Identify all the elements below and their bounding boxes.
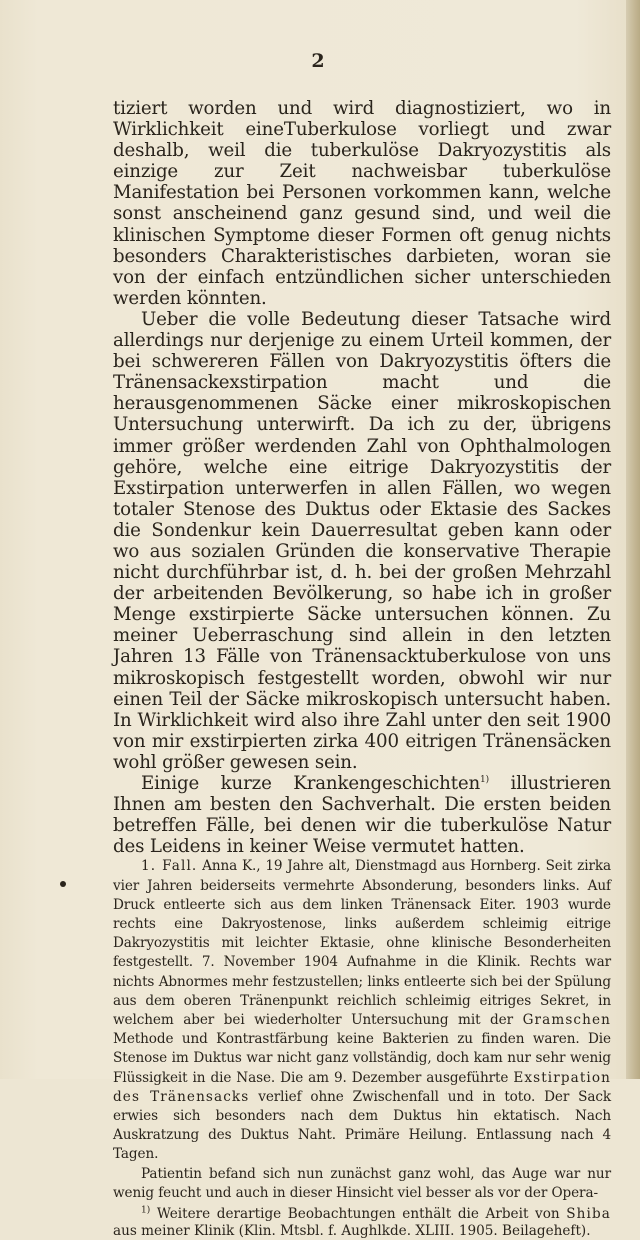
page-number: 2 (311, 50, 325, 72)
case-1-emphasis: Exstirpation des Tränensacks (113, 1069, 611, 1105)
case-1-text: Anna K., 19 Jahre alt, Dienstmagd aus Hornberg. Seit zirka vier Jahren beiderseits vermehrte Absonderung, besonders links. Auf Druck entleerte sich aus dem linken Tränensack Eiter. 1903 wurde rechts eine Dakryostenose, links außerdem schleimig eitrige Dakryozystitis mit leichter Ektasie, ohne klinische Besonderheiten festgestellt. 7. November 1904 Aufnahme in die Klinik. Rechts war nichts Abnormes mehr festzustellen; links entleerte sich bei der Spülung aus dem oberen Tränenpunkt reichlich schleimig eitriges Sekret, in welchem aber bei wiederholter Untersuchung mit der (113, 858, 611, 1028)
footnote-marker: 1) (141, 1205, 151, 1216)
paragraph-1: tiziert worden und wird diagnostiziert, wo in Wirklichkeit eineTuberkulose vorliegt und zwar deshalb, weil die tuberkulöse Dakryozystitis als einzige zur Zeit nachweisbar tuberkulöse Manifestation bei Personen vorkommen kann, welche sonst anscheinend ganz gesund sind, und weil die klinischen Symptome dieser Formen oft genug nichts besonders Charakteristisches darbieten, woran sie von der einfach entzündlichen sicher unterschieden werden könnten. (113, 98, 611, 309)
page-body (113, 98, 611, 1240)
paragraph-3-text: Einige kurze Krankengeschichten (141, 773, 481, 794)
footnote (113, 1206, 611, 1240)
page-edge (626, 0, 640, 1079)
paragraph-3-rest: illustrieren Ihnen am besten den Sachverhalt. Die ersten beiden betreffen Fälle, bei denen wir die tuberkulöse Natur des Leidens in keiner Weise vermutet hatten. (113, 773, 611, 858)
footnote-text-2: aus meiner Klinik (Klin. Mtsbl. f. Aughlkde. XLIII. 1905. Beilageheft). (113, 1223, 591, 1240)
case-1-label: 1. Fall. (141, 858, 198, 875)
paragraph-2: Ueber die volle Bedeutung dieser Tatsache wird allerdings nur derjenige zu einem Urteil kommen, der bei schwereren Fällen von Dakryozystitis öfters die Tränensackexstirpation macht und die herausgenommenen Säcke einer mikroskopischen Untersuchung unterwirft. Da ich zu der, übrigens immer größer werdenden Zahl von Ophthalmologen gehöre, welche eine eitrige Dakryozystitis der Exstirpation unterwerfen in allen Fällen, wo wegen totaler Stenose des Duktus oder Ektasie des Sackes die Sondenkur kein Dauerresultat geben kann oder wo aus sozialen Gründen die konservative Therapie nicht durchführbar ist, d. h. bei der großen Mehrzahl der arbeitenden Bevölkerung, so habe ich in großer Menge exstirpierte Säcke untersuchen können. Zu meiner Ueberraschung sind allein in den letzten Jahren 13 Fälle von Tränensacktuberkulose von uns mikroskopisch festgestellt worden, obwohl wir nur einen Teil der Säcke mikroskopisch untersucht haben. In Wirklichkeit wird also ihre Zahl unter den seit 1900 von mir exstirpierten zirka 400 eitrigen Tränensäcken wohl größer gewesen sein. (113, 308, 611, 773)
case-1-text-3: verlief ohne Zwischenfall und in toto. Der Sack erwies sich besonders nach dem Duktus hin ektatisch. Nach Auskratzung des Duktus Naht. Primäre Heilung. Entlassung nach 4 Tagen. (113, 1088, 611, 1163)
footnote-reference: 1) (480, 774, 489, 785)
footnote-author: Shiba (566, 1206, 611, 1223)
case-1-text-2: Methode und Kontrastfärbung keine Bakterien zu finden waren. Die Stenose im Duktus war nicht ganz vollständig, doch kam nur sehr wenig Flüssigkeit in die Nase. Die am 9. Dezember ausgeführte (113, 1031, 611, 1086)
case-1-followup: Patientin befand sich nun zunächst ganz wohl, das Auge war nur wenig feucht und auch in dieser Hinsicht viel besser als vor der Opera- (113, 1165, 611, 1201)
case-1-report (113, 857, 611, 1164)
margin-dot (60, 881, 66, 887)
footnote-text: Weitere derartige Beobachtungen enthält die Arbeit von (150, 1206, 567, 1223)
paragraph-3 (113, 773, 611, 857)
case-1-method-name: Gramschen (522, 1012, 611, 1028)
